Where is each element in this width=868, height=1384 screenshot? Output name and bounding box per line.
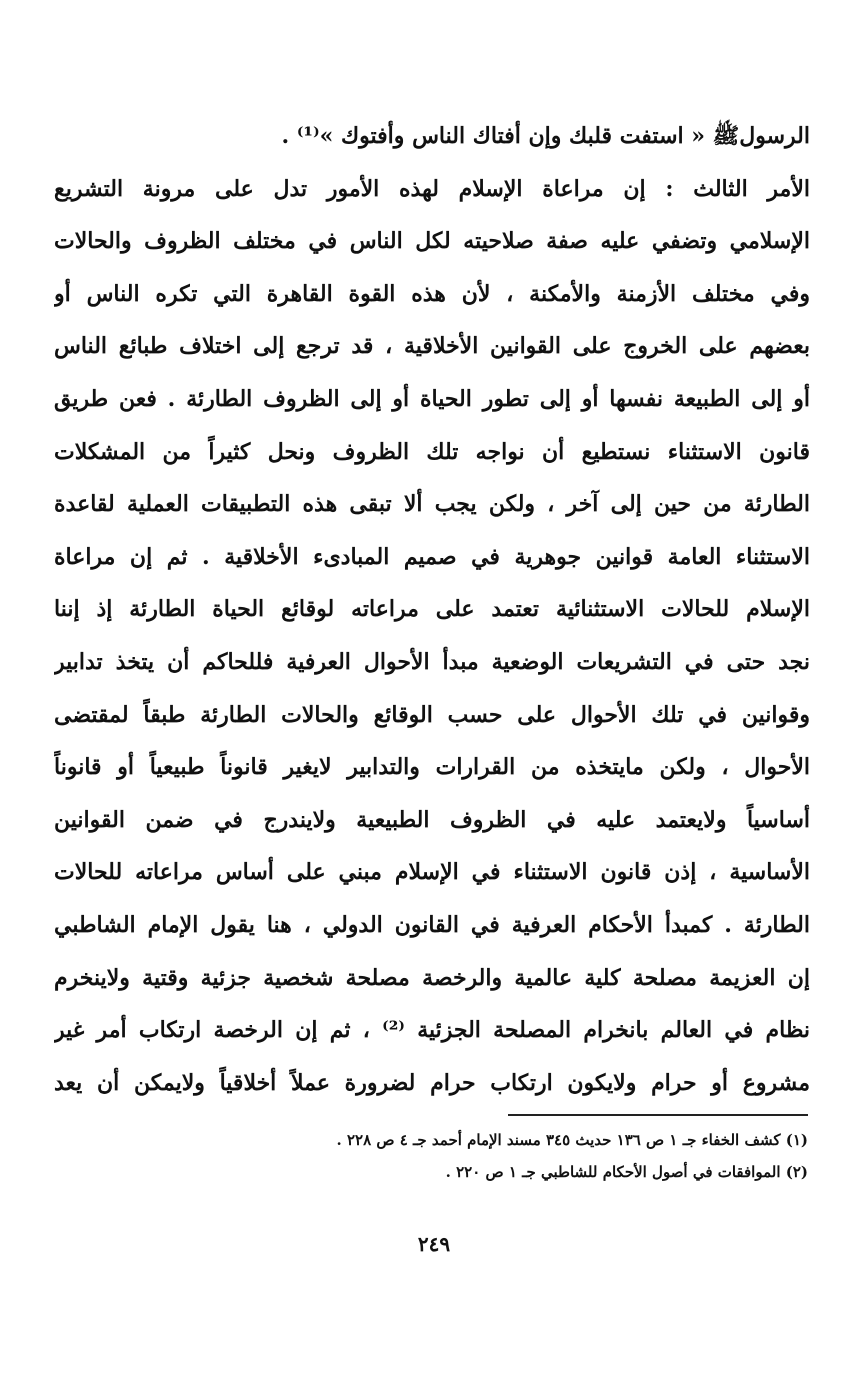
body-line: نجد حتى في التشريعات الوضعية مبدأ الأحوال العرفية فللحاكم أن يتخذ تدابير — [54, 648, 810, 675]
body-line: قانون الاستثناء نستطيع أن نواجه تلك الظروف ونحل كثيراً من المشكلات — [54, 438, 810, 465]
body-line: أساسياً ولايعتمد عليه في الظروف الطبيعية ولايندرج في ضمن القوانين — [54, 806, 810, 833]
body-line: الأساسية ، إذن قانون الاستثناء في الإسلام مبني على أساس مراعاته للحالات — [54, 859, 810, 886]
body-line: بعضهم على الخروج على القوانين الأخلاقية ، قد ترجع إلى اختلاف طبائع الناس — [54, 333, 810, 360]
page-number: ٢٤٩ — [417, 1232, 451, 1256]
body-text — [54, 110, 810, 1109]
body-line: الإسلامي وتضفي عليه صفة صلاحيته لكل الناس في مختلف الظروف والحالات — [54, 228, 810, 255]
body-line: مشروع أو حرام ولايكون ارتكاب حرام لضرورة عملاً أخلاقياً ولايمكن أن يعد — [54, 1069, 810, 1096]
footnote: (٢) الموافقات في أصول الأحكام للشاطبي جـ ١ ص ٢٢٠ . — [445, 1163, 808, 1181]
body-line: الرسولﷺ « استفت قلبك وإن أفتاك الناس وأفتوك »⁽¹⁾ . — [281, 123, 810, 149]
body-line: وقوانين في تلك الأحوال على حسب الوقائع والحالات الطارئة طبقاً لمقتضى — [54, 701, 810, 728]
body-line: الاستثناء العامة قوانين جوهرية في صميم المبادىء الأخلاقية . ثم إن مراعاة — [54, 543, 810, 570]
body-line: نظام في العالم بانخرام المصلحة الجزئية ⁽²⁾ ، ثم إن الرخصة ارتكاب أمر غير — [54, 1017, 810, 1044]
body-line: إن العزيمة مصلحة كلية عالمية والرخصة مصلحة شخصية جزئية وقتية ولاينخرم — [54, 964, 810, 991]
footnote-divider — [508, 1114, 808, 1116]
body-line: الطارئة من حين إلى آخر ، ولكن يجب ألا تبقى هذه التطبيقات العملية لقاعدة — [54, 491, 810, 518]
body-line: وفي مختلف الأزمنة والأمكنة ، لأن هذه القوة القاهرة التي تكره الناس أو — [54, 280, 810, 307]
footnotes — [108, 1124, 808, 1188]
body-line: الإسلام للحالات الاستثنائية تعتمد على مراعاته لوقائع الحياة الطارئة إذ إننا — [54, 596, 810, 623]
body-line: الأمر الثالث : إن مراعاة الإسلام لهذه الأمور تدل على مرونة التشريع — [54, 175, 810, 202]
body-line: الطارئة . كمبدأ الأحكام العرفية في القانون الدولي ، هنا يقول الإمام الشاطبي — [54, 911, 810, 938]
body-line: أو إلى الطبيعة نفسها أو إلى تطور الحياة أو إلى الظروف الطارئة . فعن طريق — [54, 385, 810, 412]
body-line: الأحوال ، ولكن مايتخذه من القرارات والتدابير لايغير قانوناً طبيعياً أو قانوناً — [54, 754, 810, 781]
footnote: (١) كشف الخفاء جـ ١ ص ١٣٦ حديث ٣٤٥ مسند الإمام أحمد جـ ٤ ص ٢٢٨ . — [336, 1131, 808, 1149]
